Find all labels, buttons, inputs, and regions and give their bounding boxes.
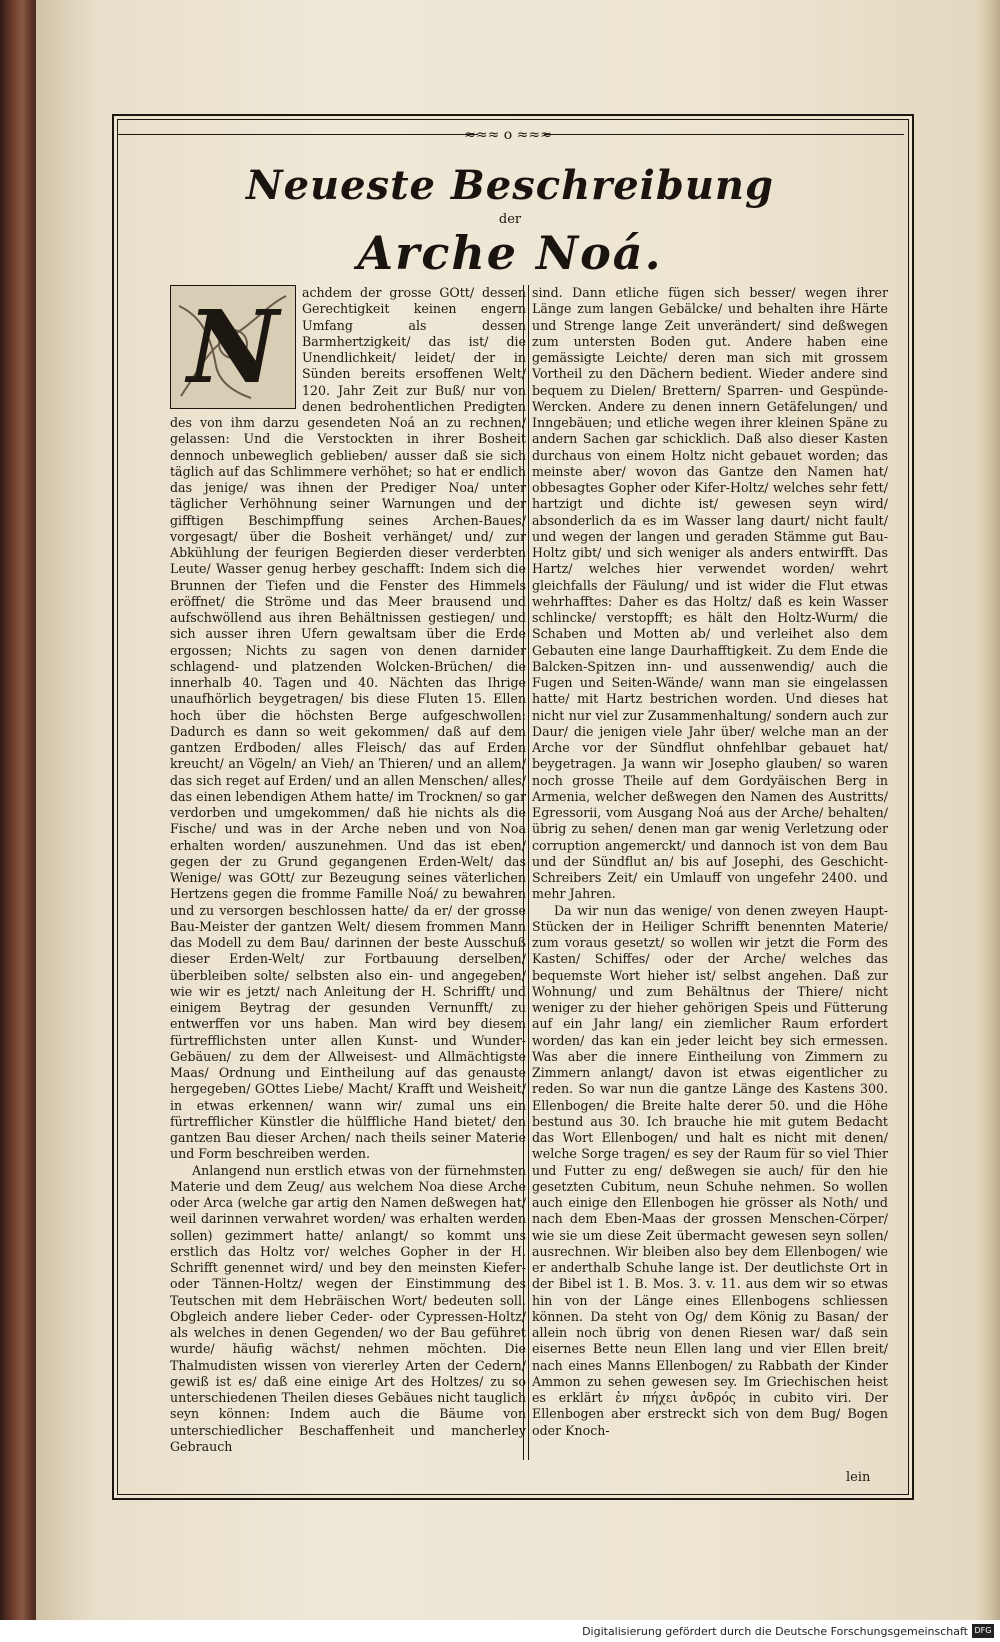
catchword: lein (846, 1470, 871, 1485)
footer-bar (0, 1620, 1000, 1642)
title-der: der (498, 212, 522, 227)
initial-letter: N (187, 288, 279, 406)
page-edge (974, 0, 1000, 1620)
header-ornament (118, 128, 904, 142)
title-line-1: Neueste Beschreibung (246, 162, 774, 209)
column-separator (523, 285, 529, 1460)
right-column (532, 285, 888, 1439)
right-paragraph-1: sind. Dann etliche fügen sich besser/ wegen ihrer Länge zum langen Gebälcke/ und behalten ihre Härte und Strenge lange Zeit unverändert/ sind deßwegen zum untersten Boden gut. Andere haben eine gemässigte Leichte/ deren man sich mit grossem Vortheil zu den Dächern bedient. Wieder andere sind bequem zu Dielen/ Brettern/ Sparren- und Gespünde-Wercken. Andere zu denen innern Getäfelungen/ und Inngebäuen; und etliche wegen ihrer kleinen Späne zu andern Sachen gar schicklich. Daß also dieser Kasten durchaus von einem Holtz nicht gebauet worden; das meinste aber/ wovon das Gantze den Namen hat/ obbesagtes Gopher oder Kifer-Holtz/ welches sehr fett/ hartzigt und dichte ist/ gewesen seyn wird/ absonderlich da es im Wasser lang daurt/ nicht fault/ und wegen der langen und geraden Stämme gut Bau-Holtz gibt/ und sich weniger als anders entwirfft. Das Hartz/ welches hier verwendet worden/ wehrt gleichfalls der Fäulung/ und ist wider die Flut etwas wehrhafftes: Daher es das Holtz/ daß es kein Wasser schlincke/ verstopfft; es hält den Holtz-Wurm/ die Schaben und Motten ab/ und verleihet also dem Gebauten eine lange Daurhafftigkeit. Zu dem Ende die Balcken-Spitzen inn- und aussenwendig/ auch die Fugen und Seiten-Wände/ wann man sie eingelassen hatte/ mit Hartz bestrichen worden. Und dieses hat nicht nur viel zur Zusammenhaltung/ sondern auch zur Daur/ die jenigen viele Jahr über/ welche man an der Arche vor der Sündflut ohnfehlbar gebauet hat/ beygetragen. Ja wann wir Josepho glauben/ so waren noch grosse Theile auf dem Gordyäischen Berg in Armenia, welcher deßwegen den Namen des Austritts/ Egressorii, vom Ausgang Noá aus der Arche/ behalten/ übrig zu sehen/ denen man gar wenig Verletzung oder corruption angemerckt/ und dannoch ist von dem Bau und der Sündflut an/ bis auf Josephi, des Geschicht-Schreibers Zeit/ ein Umlauff von ungefehr 2400. und mehr Jahren. (532, 285, 888, 902)
page-marker: o (503, 127, 513, 143)
left-paragraph-1: achdem der grosse GOtt/ dessen Gerechtigkeit keinen engern Umfang als dessen Barmhertzigkeit/ das ist/ die Unendlichkeit/ leidet/ der in Sünden bereits ersoffenen Welt/ 120. Jahr Zeit zur Buß/ nur von denen bedrohentlichen Predigten des von ihm darzu gesendeten Noá an zu rechnen/ gelassen: Und die Verstockten in ihrer Bosheit dennoch unbeweglich geblieben/ ausser daß sie sich täglich auf das Schlimmere verhöhet; so hat er endlich das jenige/ was ihnen der Prediger Noa/ unter täglicher Verhöhnung seiner Warnungen und der gifftigen Beschimpffung seines Archen-Baues/ vorgesagt/ über die Bosheit verhänget/ und/ zur Abkühlung der feurigen Begierden dieser verderbten Leute/ Wasser genug herbey geschafft: Indem sich die Brunnen der Tiefen und die Fenster des Himmels eröffnet/ die Ströme und das Meer brausend und aufschwöllend aus ihren Behältnissen gestiegen/ und sich ausser ihren Ufern gewaltsam über die Erde ergossen; Nichts zu sagen von denen darnider schlagend- und platzenden Wolcken-Brüchen/ die innerhalb 40. Tagen und 40. Nächten das Ihrige unaufhörlich beygetragen/ bis diese Fluten 15. Ellen hoch über die höchsten Berge aufgeschwollen: Dadurch es dann so weit gekommen/ daß auf dem gantzen Erdboden/ alles Fleisch/ das auf Erden kreucht/ an Vögeln/ an Vieh/ an Thieren/ und an allem/ das sich reget auf Erden/ und an allen Menschen/ alles/ das einen lebendigen Athem hatte/ im Trocknen/ so gar verdorben und umgekommen/ daß hie nichts als die Fische/ und was in der Arche neben und von Noa erhalten worden/ auszunehmen. Und das ist eben/ gegen der zu Grund gegangenen Erden-Welt/ das Wenige/ was GOtt/ zur Bezeugung seines väterlichen Hertzens gegen die fromme Famille Noá/ zu bewahren und zu versorgen beschlossen hatte/ da er/ der grosse Bau-Meister der gantzen Welt/ diesem frommen Mann das Modell zu dem Bau/ darinnen der beste Ausschuß dieser Erden-Welt/ zur Fortbauung derselben/ überbleiben solte/ selbsten also ein- und angegeben/ wie wir es jetzt/ nach Anleitung der H. Schrifft/ und einigem Beytrag der gesunden Vernunfft/ zu entwerffen vor uns haben. Man wird bey diesem fürtrefflichsten unter allen Kunst- und Wunder-Gebäuen/ zu dem der Allweisest- und Allmächtigste Maas/ Ordnung und Eintheilung auf das genauste hergegeben/ GOttes Liebe/ Macht/ Krafft und Weisheit/ in etwas erkennen/ wann wir/ zumal uns ein fürtrefflicher Künstler die hülffliche Hand bietet/ den gantzen Bau dieser Archen/ nach theils seiner Materie und Form beschreiben werden. (170, 285, 526, 1162)
dfg-logo: DFG (972, 1624, 994, 1638)
footer-credit: Digitalisierung gefördert durch die Deutsche Forschungsgemeinschaft (582, 1625, 968, 1638)
right-paragraph-2: Da wir nun das wenige/ von denen zweyen Haupt-Stücken der in Heiliger Schrifft benennten Materie/ zum voraus gesetzt/ so wollen wir jetzt die Form des Kasten/ Schiffes/ oder der Arche/ welches das bequemste Wort hieher ist/ selbst angehen. Daß zur Wohnung/ und zum Behältnus der Thiere/ nicht weniger zu der hieher gehörigen Speis und Fütterung auf ein Jahr lang/ ein ziemlicher Raum erfordert worden/ das kan ein jeder leicht bey sich ermessen. Was aber die innere Eintheilung von Zimmern zu Zimmern anlangt/ davon ist etwas eigentlicher zu reden. So war nun die gantze Länge des Kastens 300. Ellenbogen/ die Breite halte derer 50. und die Höhe bestund aus 30. Ich brauche hie mit gutem Bedacht das Wort Ellenbogen/ und halt es nicht mit denen/ welche Sorge tragen/ es sey der Raum für so viel Thier und Futter zu eng/ deßwegen sie auch/ für den hie gesetzten Cubitum, neun Schuhe nehmen. So wollen auch einige den Ellenbogen hie grösser als Noth/ und nach dem Eben-Maas der grossen Menschen-Cörper/ wie sie um diese Zeit übermacht gewesen seyn sollen/ ausrechnen. Wir bleiben also bey dem Ellenbogen/ wie er anderthalb Schuhe lange ist. Der deutlichste Ort in der Bibel ist 1. B. Mos. 3. v. 11. aus dem wir so etwas hin von der Länge eines Ellenbogens schliessen können. Da steht von Og/ dem König zu Basan/ der allein noch übrig von denen Riesen war/ daß sein eisernes Bette neun Ellen lang und vier Ellen breit/ nach eines Manns Ellenbogen/ zu Rabbath der Kinder Ammon zu sehen gewesen sey. Im Griechischen heist es erklärt ἐν πήχει ἀνδρός in cubito viri. Der Ellenbogen aber erstreckt sich von dem Bug/ Bogen oder Knoch- (532, 902, 888, 1438)
left-column (170, 285, 526, 1455)
title-line-2: Arche Noá. (357, 226, 663, 280)
decorated-initial (170, 285, 296, 409)
header-flourish: ≈≈≈ o ≈≈≈ (464, 127, 552, 143)
left-paragraph-2: Anlangend nun erstlich etwas von der fürnehmsten Materie und dem Zeug/ aus welchem Noa diese Arche oder Arca (welche gar artig den Namen deßwegen hat/ weil darinnen verwahret worden/ was erhalten werden sollen) gezimmert hatte/ anlangt/ so kommt uns erstlich das Holtz vor/ welches Gopher in der H. Schrifft genennet wird/ und bey den meinsten Kiefer- oder Tännen-Holtz/ wegen der Einstimmung des Teutschen mit dem Hebräischen Wort/ bedeuten soll. Obgleich andere lieber Ceder- oder Cypressen-Holtz/ als welches in denen Gegenden/ wo der Bau geführet wurde/ häufig wächst/ nehmen möchten. Die Thalmudisten wissen von viererley Arten der Cedern/ gewiß ist es/ daß eine einige Art des Holtzes/ zu so unterschiedenen Theilen dieses Gebäues nicht tauglich seyn können: Indem auch die Bäume von unterschiedlicher Beschaffenheit und mancherley Gebrauch (170, 1162, 526, 1454)
book-binding (0, 0, 40, 1642)
